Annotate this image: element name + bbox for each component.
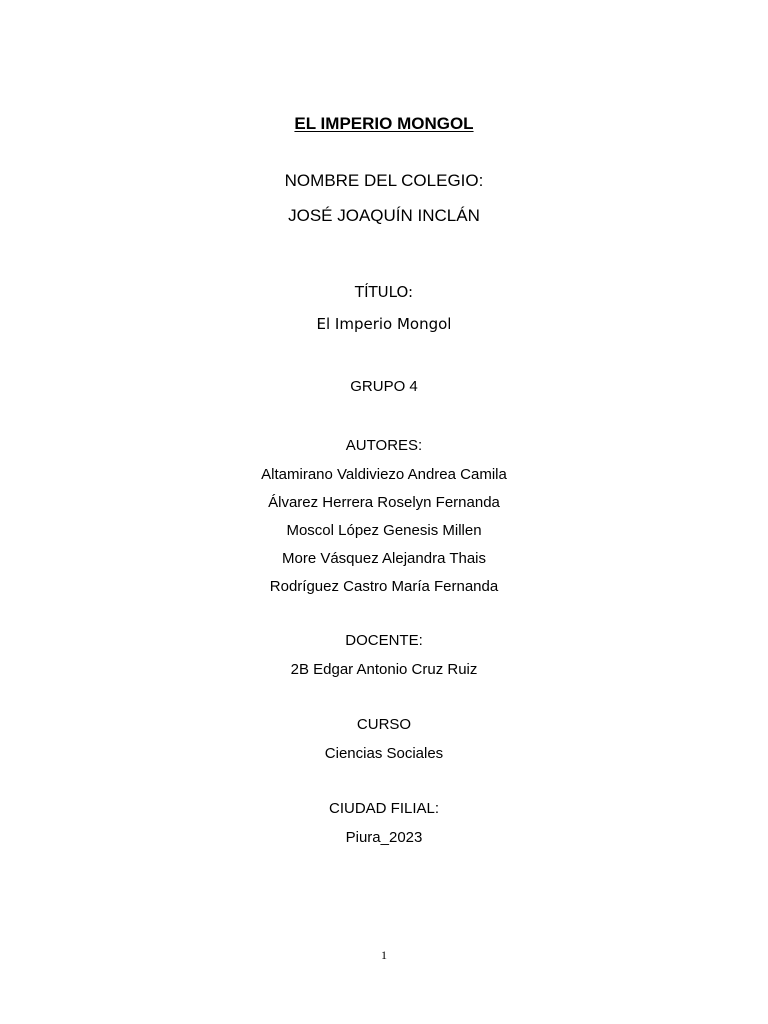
teacher-name: 2B Edgar Antonio Cruz Ruiz — [290, 661, 478, 678]
author-name: Rodríguez Castro María Fernanda — [269, 578, 499, 595]
page-number: 1 — [381, 948, 387, 962]
teacher-label: DOCENTE: — [345, 632, 423, 649]
school-name: JOSÉ JOAQUÍN INCLÁN — [288, 206, 480, 225]
group-label: GRUPO 4 — [350, 378, 418, 395]
city-value: Piura_2023 — [345, 829, 423, 846]
school-label: NOMBRE DEL COLEGIO: — [284, 171, 484, 190]
course-name: Ciencias Sociales — [324, 745, 444, 762]
author-name: Altamirano Valdiviezo Andrea Camila — [261, 466, 507, 483]
author-name: Moscol López Genesis Millen — [286, 522, 482, 539]
document-title: EL IMPERIO MONGOL — [294, 114, 474, 133]
author-name: Álvarez Herrera Roselyn Fernanda — [268, 494, 500, 511]
course-label: CURSO — [356, 716, 412, 733]
authors-label: AUTORES: — [345, 437, 423, 454]
title-value: El Imperio Mongol — [316, 315, 452, 333]
author-name: More Vásquez Alejandra Thais — [281, 550, 486, 567]
title-label: TÍTULO: — [354, 283, 414, 301]
city-label: CIUDAD FILIAL: — [328, 800, 440, 817]
